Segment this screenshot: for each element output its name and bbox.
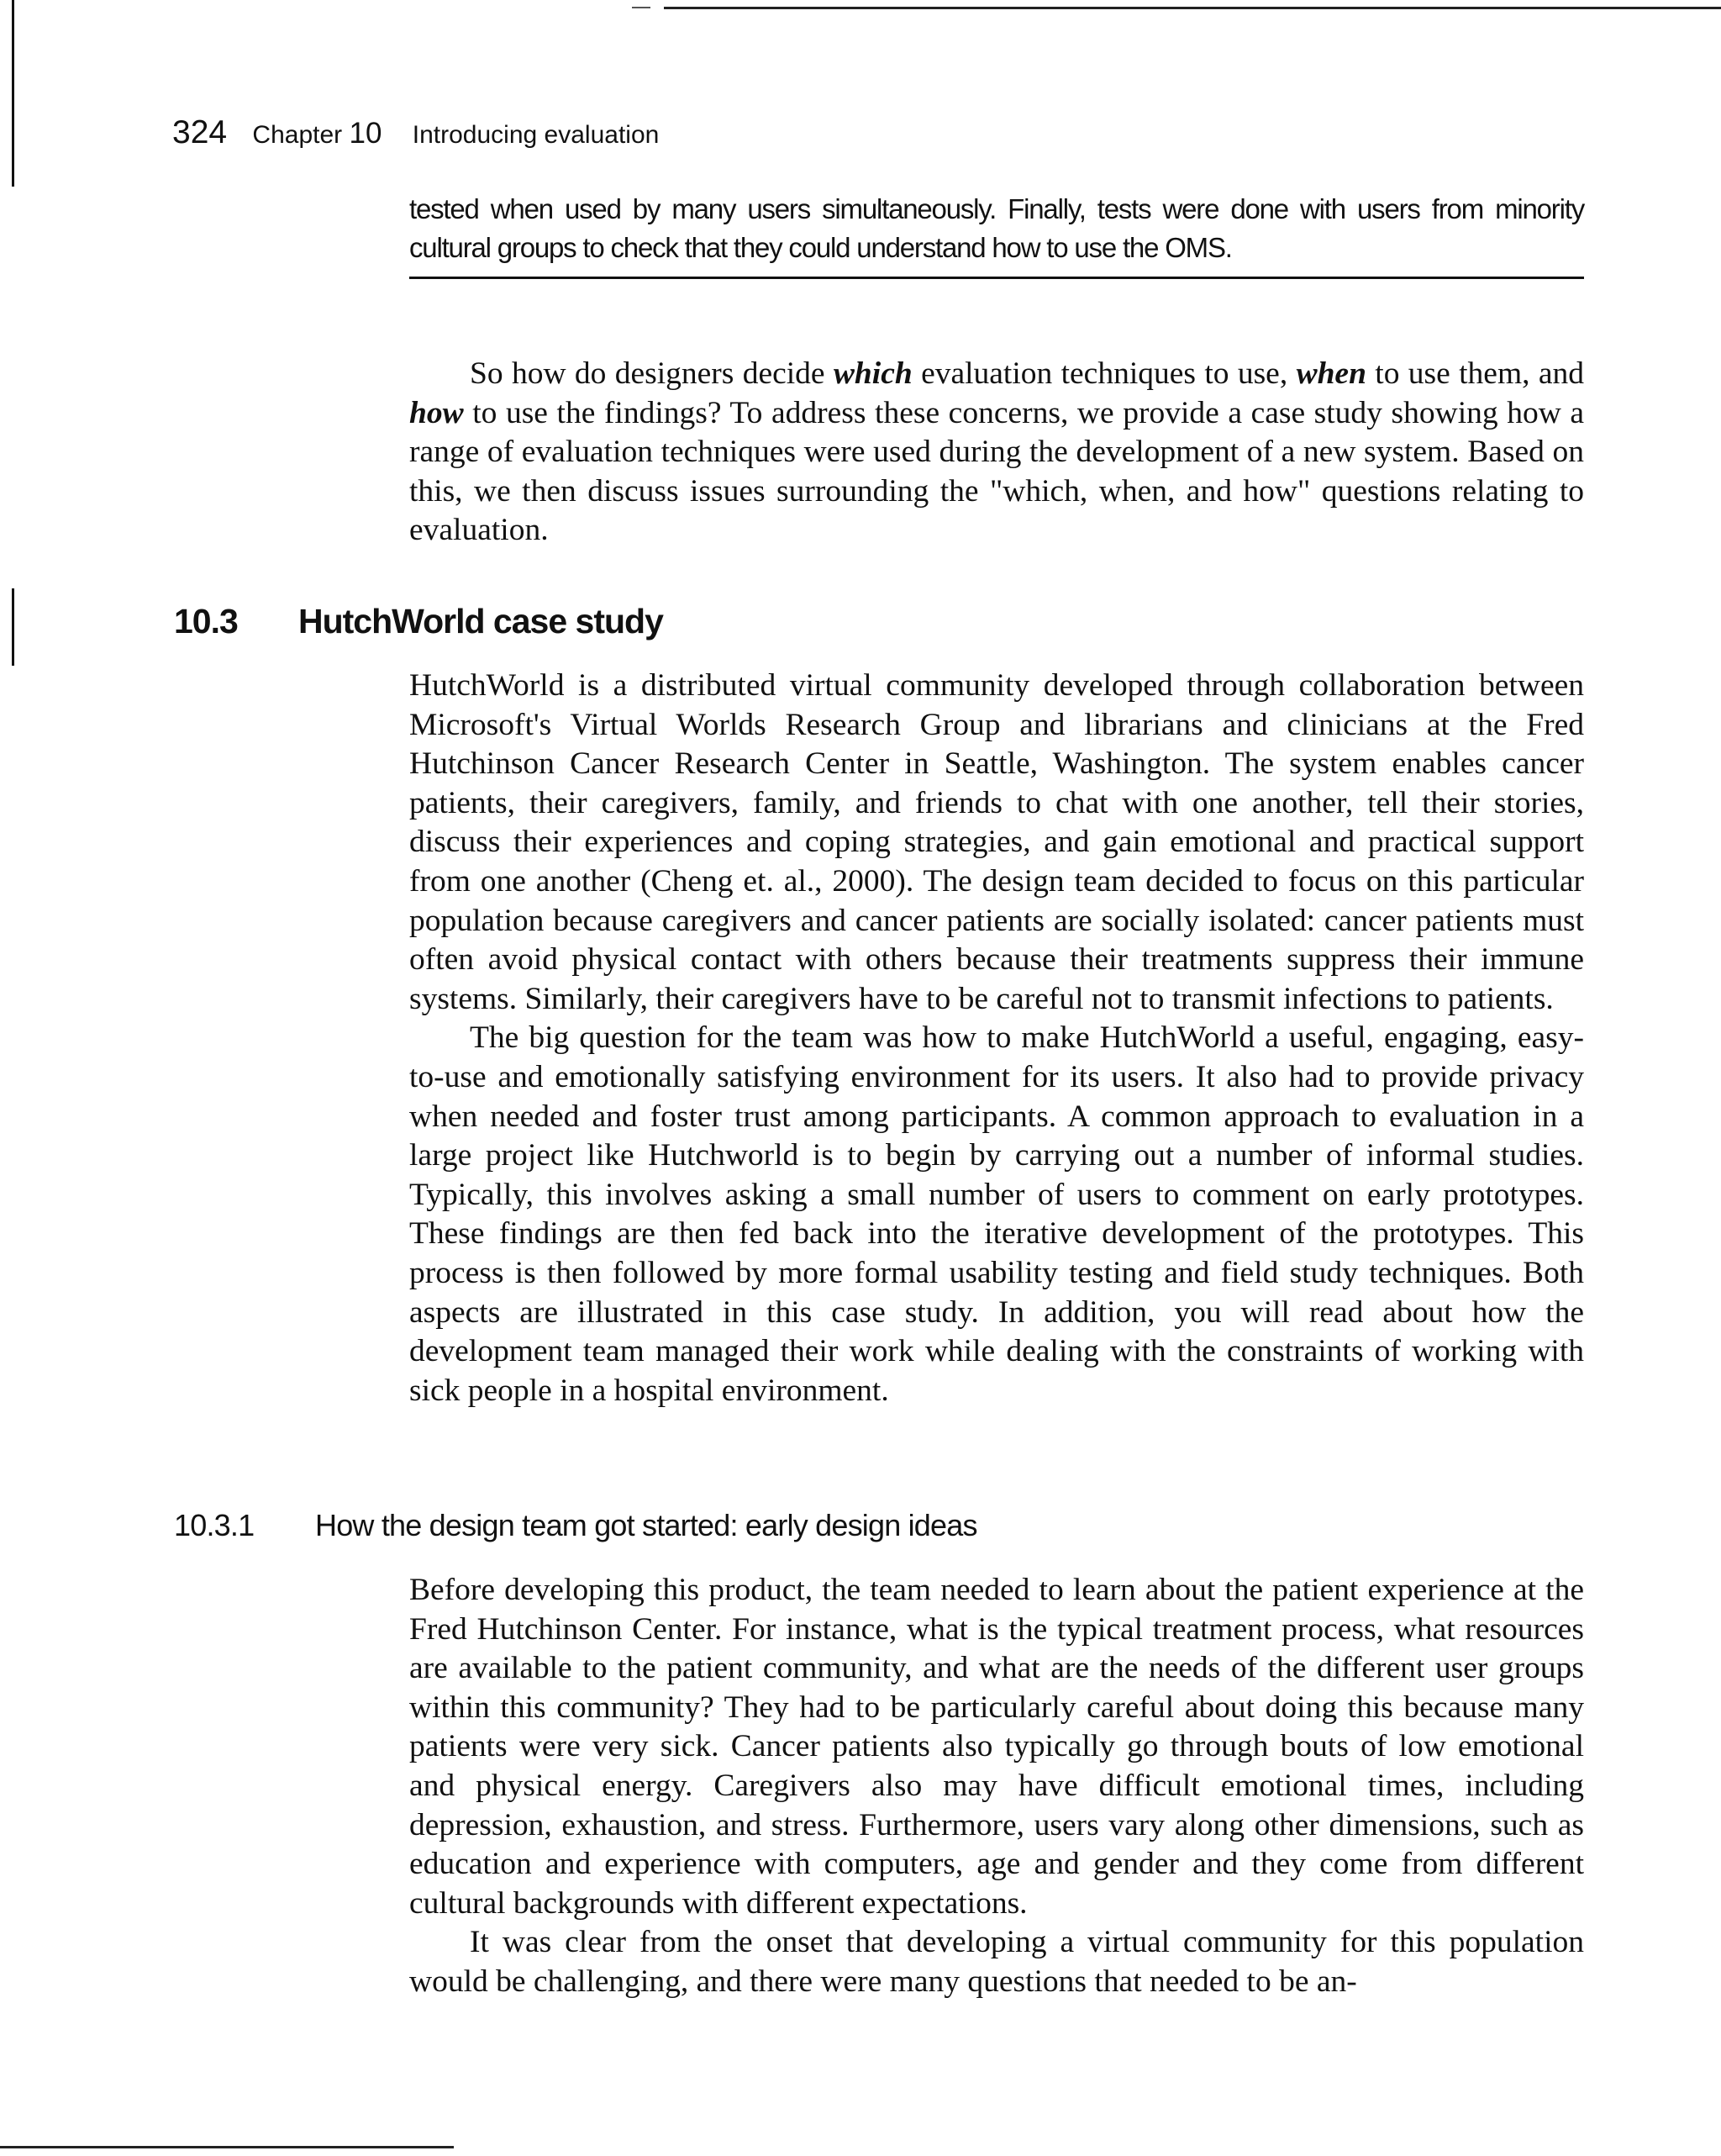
subsection-title: How the design team got started: early design ideas xyxy=(315,1508,977,1542)
intro-text-3: to use them, and xyxy=(1366,356,1584,391)
section-paragraph-1: HutchWorld is a distributed virtual community developed through collaboration between Microsoft's Virtual Worlds Research Group and librarians and clinicians at the Fred Hutchinson Cancer Research Center in Seattle, Washington. The system enables cancer patients, their caregivers, family, and friends to chat with one another, tell their stories, discuss their experiences and coping strategies, and gain emotional and practical support from one another (Cheng et. al., 2000). The design team decided to focus on this particular population because caregivers and cancer patients are socially isolated: cancer patients must often avoid physical contact with others because their treatments suppress their immune systems. Similarly, their caregivers have to be careful not to transmit infections to patients. xyxy=(409,668,1584,1016)
section-paragraph-2: The big question for the team was how to make HutchWorld a useful, engaging, easy-to-use and emotionally satisfying environment for its users. It also had to provide privacy when needed and foster trust among participants. A common approach to evaluation in a large project like Hutchworld is to begin by carrying out a number of informal studies. Typically, this involves asking a small number of users to comment on early prototypes. These findings are then fed back into the iterative development of the prototypes. This process is then followed by more formal usability testing and field study techniques. Both aspects are illustrated in this case study. In addition, you will read about how the development team managed their work while dealing with the constraints of working with sick people in a hospital environment. xyxy=(409,1020,1584,1408)
intro-text-4: to use the findings? To address these concerns, we provide a case study showing how a range of evaluation techniques were used during the development of a new system. Based on this, we then discuss issues surrounding the "which, when, and how" questions relating to evaluation. xyxy=(409,395,1584,548)
subsection-paragraph-2: It was clear from the onset that developing a virtual community for this population would be challenging, and there were many questions that needed to be an- xyxy=(409,1925,1584,1999)
section-number: 10.3 xyxy=(174,602,238,640)
intro-paragraph-block xyxy=(409,355,1584,551)
subsection-heading xyxy=(174,1508,977,1543)
intro-emphasis-how: how xyxy=(409,395,464,430)
page-number: 324 xyxy=(172,114,228,150)
top-rule xyxy=(664,7,1721,9)
intro-text-1: So how do designers decide xyxy=(470,356,834,391)
chapter-title: Introducing evaluation xyxy=(412,121,660,149)
running-head xyxy=(172,114,659,151)
subsection-body xyxy=(409,1571,1584,2002)
intro-text-2: evaluation techniques to use, xyxy=(912,356,1297,391)
subsection-number: 10.3.1 xyxy=(174,1508,255,1542)
chapter-label xyxy=(252,117,382,150)
intro-paragraph xyxy=(409,355,1584,551)
subsection-paragraph-1: Before developing this product, the team needed to learn about the patient experience at the Fred Hutchinson Center. For instance, what is the typical treatment process, what resources are available to the patient community, and what are the needs of the different user groups within this community? They had to be particularly careful about doing this because many patients were very sick. Cancer patients also typically go through bouts of low emotional and physical energy. Caregivers also may have difficult emotional times, including depression, exhaustion, and stress. Furthermore, users vary along other dimensions, such as education and experience with computers, age and gender and they come from different cultural backgrounds with different expectations. xyxy=(409,1573,1584,1921)
margin-bar xyxy=(12,0,14,187)
section-heading xyxy=(174,602,663,641)
box-rule xyxy=(409,277,1584,279)
chapter-word: Chapter xyxy=(252,121,343,149)
box-continuation-text: tested when used by many users simultaneously. Finally, tests were done with users from minority cultural groups to check that they could understand how to use the OMS. xyxy=(409,193,1584,263)
section-title: HutchWorld case study xyxy=(298,602,663,640)
intro-emphasis-which: which xyxy=(833,356,913,391)
intro-emphasis-when: when xyxy=(1296,356,1366,391)
margin-bar-section xyxy=(12,588,14,666)
section-body xyxy=(409,667,1584,1410)
top-rule-fragment xyxy=(632,7,650,8)
chapter-number: 10 xyxy=(349,117,382,150)
bottom-rule xyxy=(0,2146,454,2148)
